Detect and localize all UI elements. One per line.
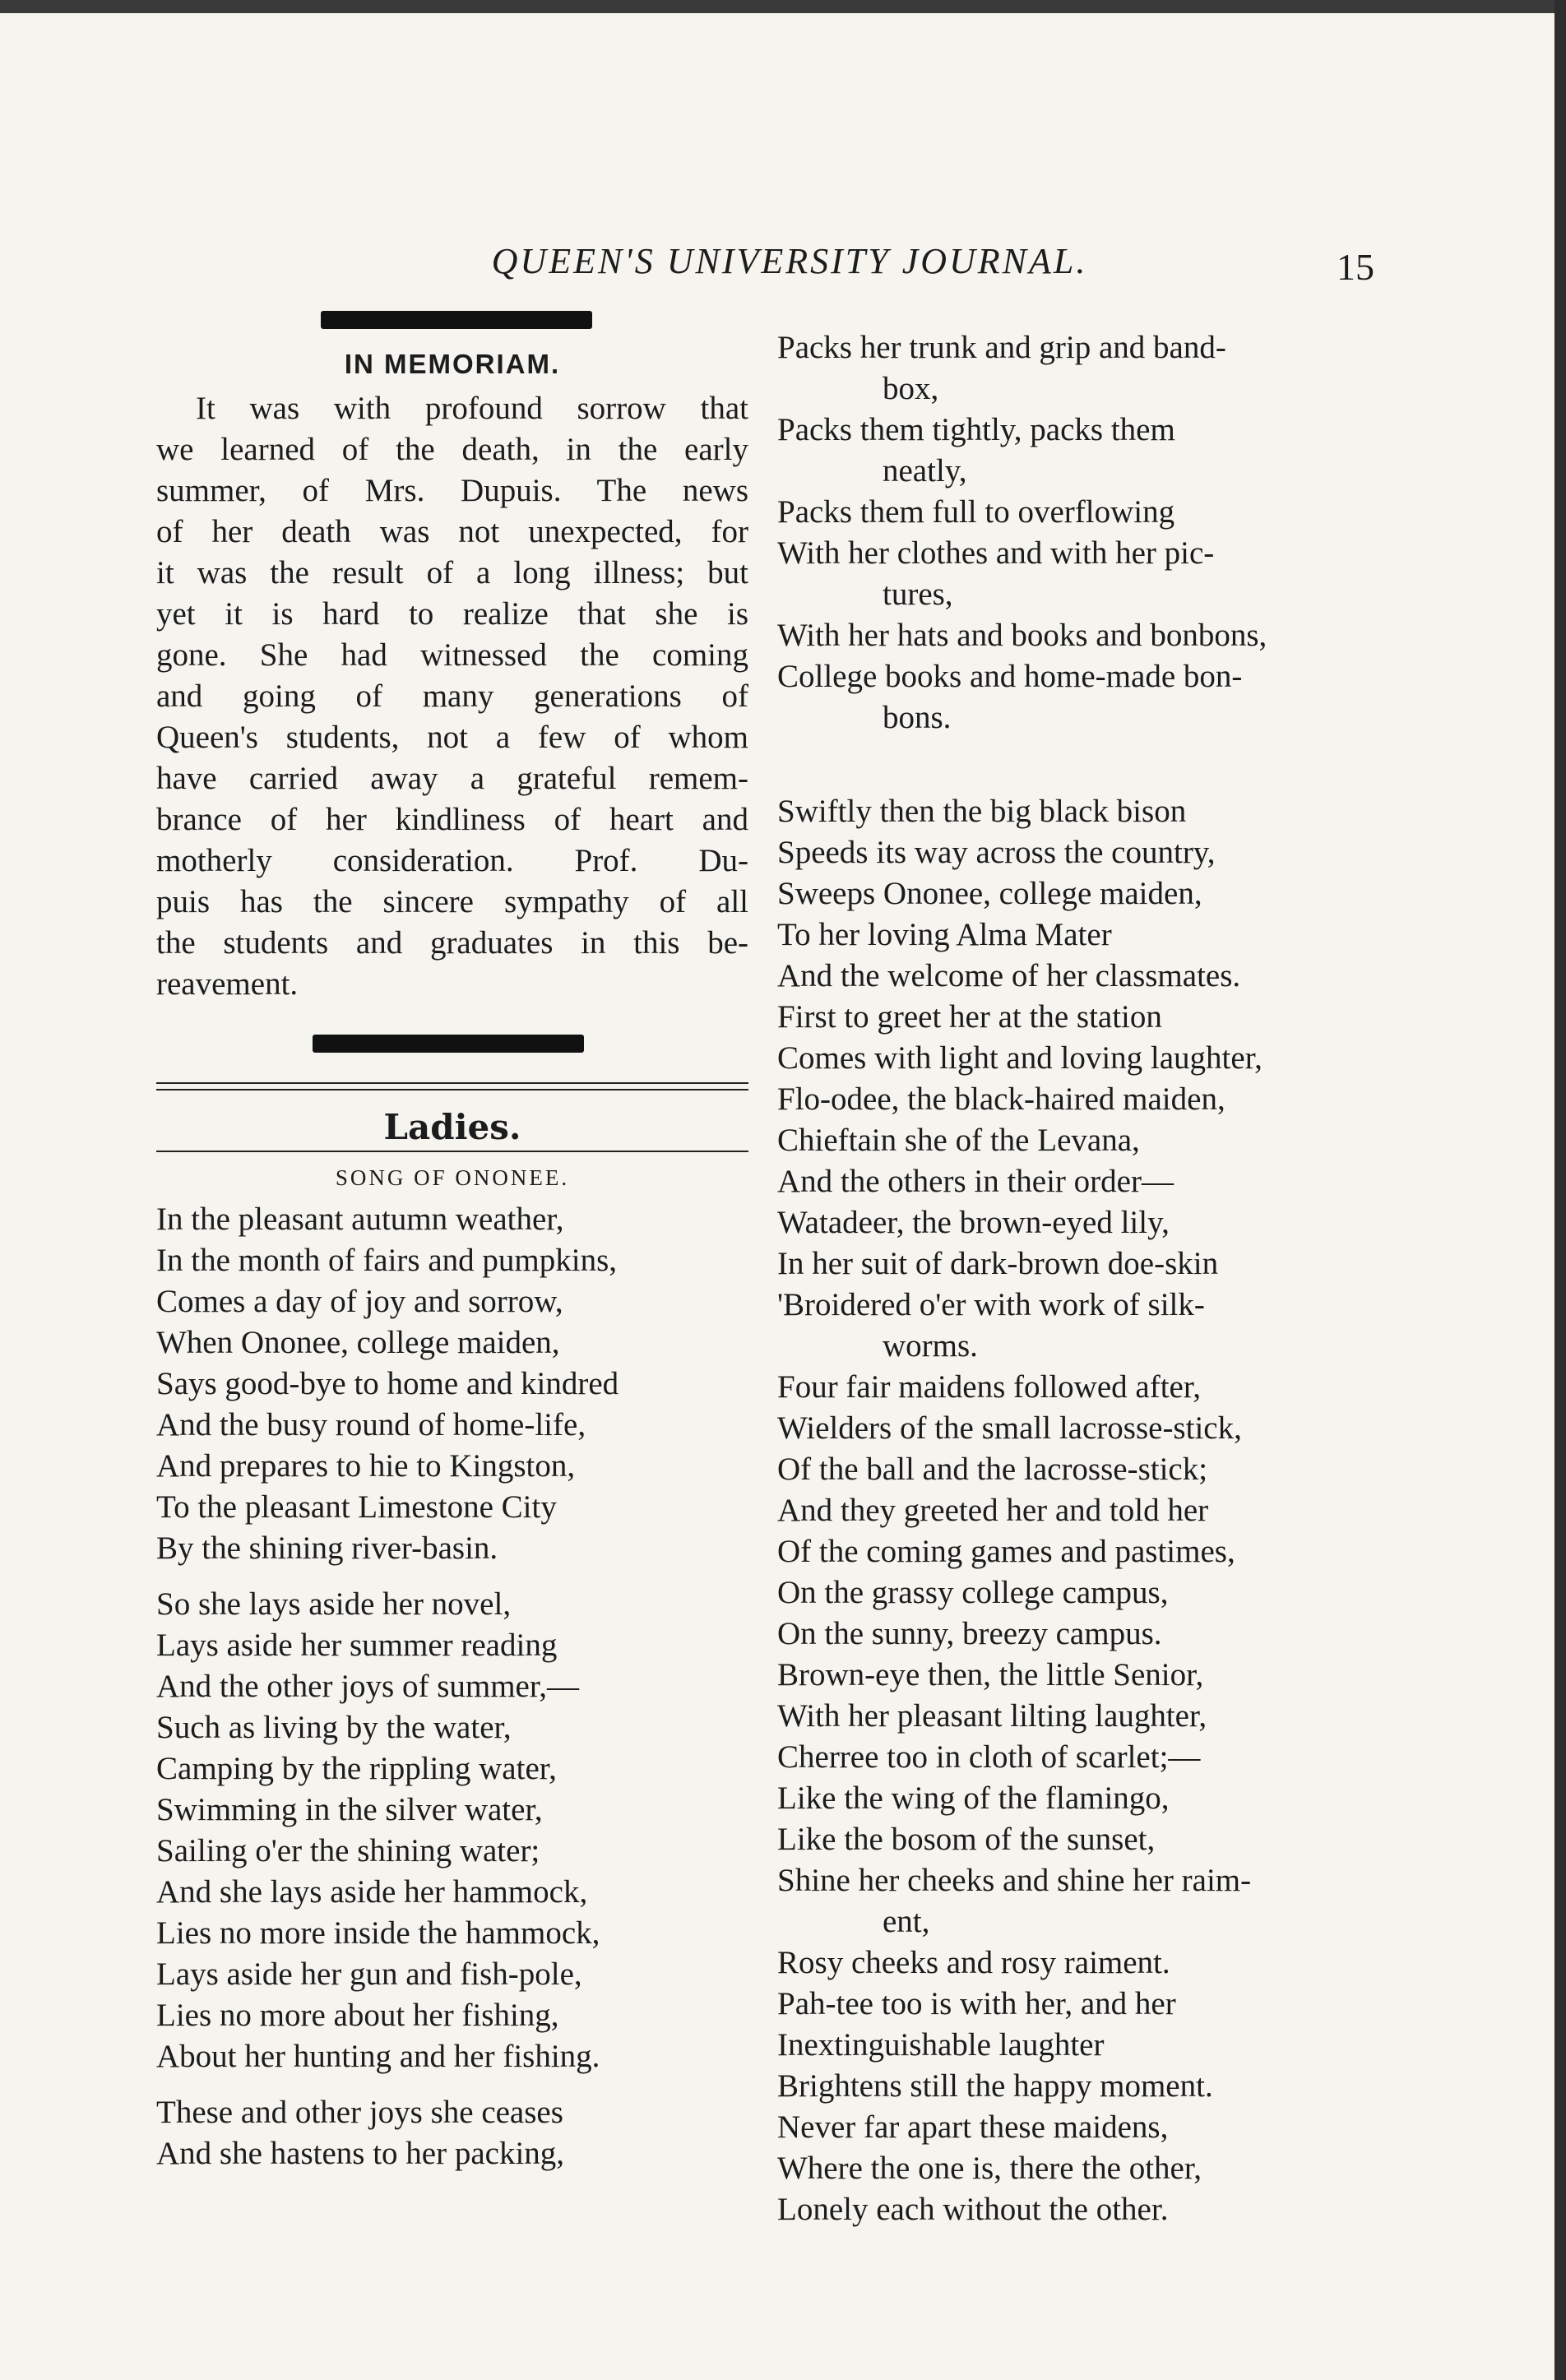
section-rule (156, 1151, 748, 1152)
ladies-heading: Ladies. (383, 1107, 521, 1147)
poem-line: Cherree too in cloth of scarlet;— (777, 1739, 1201, 1775)
poem-line: Never far apart these maidens, (777, 2109, 1169, 2145)
poem-stanza-3 (156, 2092, 748, 2174)
poem-line: 'Broidered o'er with work of silk- (777, 1287, 1205, 1322)
scan-top-edge (0, 0, 1566, 13)
poem-line: Four fair maidens followed after, (777, 1369, 1202, 1405)
poem-line: Like the bosom of the sunset, (777, 1822, 1156, 1857)
poem-title: SONG OF ONONEE. (335, 1165, 570, 1190)
memoriam-line: gone. She had witnessed the coming (156, 637, 748, 673)
poem-line: Chieftain she of the Levana, (777, 1123, 1140, 1158)
memoriam-line: it was the result of a long illness; but (156, 555, 748, 590)
poem-line: In the pleasant autumn weather, (156, 1202, 564, 1237)
memoriam-line: summer, of Mrs. Dupuis. The news (156, 473, 748, 508)
poem-line: neatly, (883, 453, 967, 489)
poem-stanza-4 (777, 327, 1374, 739)
poem-line: To the pleasant Limestone City (156, 1489, 557, 1525)
poem-line: Brightens still the happy moment. (777, 2068, 1213, 2104)
poem-line: And they greeted her and told her (777, 1493, 1209, 1528)
poem-line: And the other joys of summer,— (156, 1669, 580, 1704)
poem-line: Speeds its way across the country, (777, 835, 1216, 870)
poem-line: worms. (883, 1328, 978, 1364)
poem-line: And the others in their order— (777, 1164, 1174, 1199)
black-rule-bottom (313, 1035, 584, 1053)
poem-line: bons. (883, 700, 952, 735)
poem-line: Pah-tee too is with her, and her (777, 1986, 1176, 2021)
poem-line: Sweeps Ononee, college maiden, (777, 876, 1202, 911)
poem-line: Packs her trunk and grip and band- (777, 330, 1226, 365)
poem-line: And she lays aside her hammock, (156, 1874, 588, 1910)
poem-line: By the shining river-basin. (156, 1530, 498, 1566)
poem-line: So she lays aside her novel, (156, 1586, 512, 1622)
poem-line: ent, (883, 1904, 930, 1939)
memoriam-body (156, 388, 748, 1005)
poem-line: Comes with light and loving laughter, (777, 1040, 1263, 1076)
poem-line: Shine her cheeks and shine her raim- (777, 1863, 1252, 1898)
poem-line: When Ononee, college maiden, (156, 1325, 560, 1360)
memoriam-line: Queen's students, not a few of whom (156, 720, 748, 755)
memoriam-line: of her death was not unexpected, for (156, 514, 748, 549)
poem-line: Lays aside her summer reading (156, 1628, 558, 1663)
black-rule-top (321, 311, 592, 329)
poem-line: Rosy cheeks and rosy raiment. (777, 1945, 1170, 1980)
poem-line: Lies no more about her fishing, (156, 1998, 559, 2033)
poem-line: Says good-bye to home and kindred (156, 1366, 619, 1401)
poem-line: Lays aside her gun and fish-pole, (156, 1956, 582, 1992)
poem-line: Of the coming games and pastimes, (777, 1534, 1235, 1569)
poem-line: Such as living by the water, (156, 1710, 512, 1745)
memoriam-line: and going of many generations of (156, 678, 748, 714)
poem-stanza-5 (777, 791, 1374, 2230)
poem-line: On the sunny, breezy campus. (777, 1616, 1162, 1651)
left-column (156, 311, 748, 2189)
poem-line: Like the wing of the flamingo, (777, 1780, 1170, 1816)
page-number: 15 (1337, 246, 1374, 288)
scan-right-edge (1554, 0, 1566, 2380)
memoriam-line: It was with profound sorrow that (196, 391, 748, 426)
poem-line: Swimming in the silver water, (156, 1792, 543, 1827)
memoriam-line: motherly consideration. Prof. Du- (156, 843, 748, 878)
memoriam-line: reavement. (156, 966, 299, 1002)
poem-line: And the busy round of home-life, (156, 1407, 586, 1442)
memoriam-line: have carried away a grateful remem- (156, 761, 748, 796)
poem-line: Of the ball and the lacrosse-stick; (777, 1452, 1208, 1487)
poem-line: And prepares to hie to Kingston, (156, 1448, 576, 1484)
memoriam-line: we learned of the death, in the early (156, 432, 748, 467)
memoriam-line: yet it is hard to realize that she is (156, 596, 748, 632)
poem-line: To her loving Alma Mater (777, 917, 1112, 952)
memoriam-heading: IN MEMORIAM. (344, 349, 561, 379)
poem-line: Sailing o'er the shining water; (156, 1833, 540, 1868)
poem-line: These and other joys she ceases (156, 2095, 563, 2130)
poem-line: With her clothes and with her pic- (777, 535, 1215, 571)
memoriam-line: the students and graduates in this be- (156, 925, 748, 961)
right-column (777, 327, 1374, 2245)
poem-line: With her hats and books and bonbons, (777, 618, 1267, 653)
poem-line: Wielders of the small lacrosse-stick, (777, 1410, 1242, 1446)
poem-stanza-2 (156, 1584, 748, 2077)
memoriam-line: brance of her kindliness of heart and (156, 802, 748, 837)
double-rule (156, 1082, 748, 1090)
poem-line: Inextinguishable laughter (777, 2027, 1105, 2063)
poem-line: College books and home-made bon- (777, 659, 1243, 694)
poem-line: In the month of fairs and pumpkins, (156, 1243, 617, 1278)
poem-line: Comes a day of joy and sorrow, (156, 1284, 563, 1319)
poem-line: In her suit of dark-brown doe-skin (777, 1246, 1219, 1281)
poem-line: tures, (883, 576, 953, 612)
poem-line: Lies no more inside the hammock, (156, 1915, 600, 1951)
memoriam-line: puis has the sincere sympathy of all (156, 884, 748, 919)
running-header: QUEEN'S UNIVERSITY JOURNAL. (491, 241, 1088, 281)
poem-line: Watadeer, the brown-eyed lily, (777, 1205, 1170, 1240)
poem-line: Brown-eye then, the little Senior, (777, 1657, 1204, 1692)
poem-line: Camping by the rippling water, (156, 1751, 557, 1786)
poem-line: Flo-odee, the black-haired maiden, (777, 1081, 1225, 1117)
poem-line: Lonely each without the other. (777, 2192, 1169, 2227)
poem-line: Packs them tightly, packs them (777, 412, 1175, 447)
poem-stanza-1 (156, 1199, 748, 1569)
poem-line: Swiftly then the big black bison (777, 794, 1187, 829)
poem-line: Packs them full to overflowing (777, 494, 1175, 530)
poem-line: And the welcome of her classmates. (777, 958, 1241, 993)
poem-line: About her hunting and her fishing. (156, 2039, 600, 2074)
stanza-gap (777, 753, 1374, 791)
poem-line: box, (883, 371, 939, 406)
poem-line: On the grassy college campus, (777, 1575, 1169, 1610)
poem-line: And she hastens to her packing, (156, 2136, 565, 2171)
poem-line: First to greet her at the station (777, 999, 1162, 1035)
poem-line: With her pleasant lilting laughter, (777, 1698, 1207, 1734)
poem-line: Where the one is, there the other, (777, 2151, 1202, 2186)
